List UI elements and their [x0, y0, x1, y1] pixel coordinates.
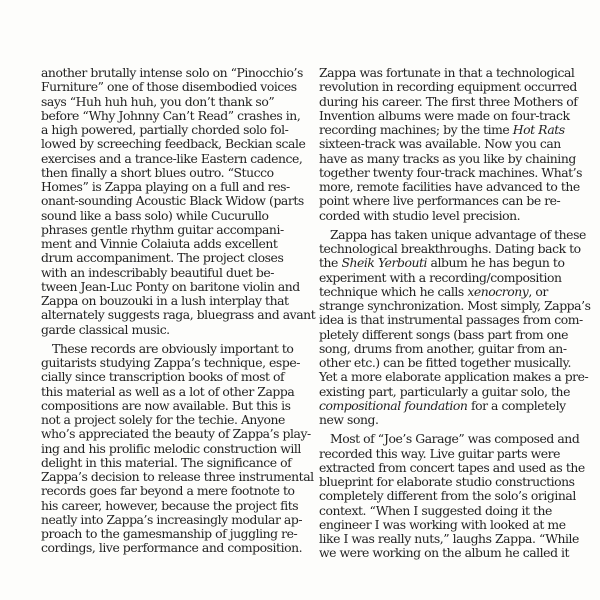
text-line: not a project solely for the techie. Anyone	[41, 412, 285, 427]
text-line: pletely different songs (bass part from one	[319, 326, 569, 342]
text-line: says “Huh huh huh, you don’t thank so”	[41, 93, 275, 109]
italic-title: Sheik Yerbouti	[341, 255, 428, 271]
text-line: records goes far beyond a mere footnote to	[41, 483, 295, 499]
text-line: cordings, live performance and composition.	[41, 540, 303, 556]
text-line: sixteen-track was available. Now you can	[319, 136, 561, 152]
text-line: revolution in recording equipment occurred	[319, 79, 577, 95]
text-line: extracted from concert tapes and used as the	[319, 459, 585, 475]
text-line: more, remote facilities have advanced to the	[319, 179, 580, 194]
text-line: engineer I was working with looked at me	[319, 516, 566, 532]
text-line: guitarists studying Zappa’s technique, espe-	[41, 355, 300, 370]
text-line: like I was really nuts,” laughs Zappa. “While	[319, 531, 579, 546]
text-line: the Sheik Yerbouti album he has begun to	[319, 255, 565, 271]
text-line: compositional foundation for a completely	[319, 397, 566, 413]
left-column	[41, 65, 316, 556]
text-line: with an indescribably beautiful duet be-	[41, 264, 274, 280]
text-line: who’s appreciated the beauty of Zappa’s play-	[41, 426, 311, 442]
paragraph	[319, 226, 591, 428]
text-line: completely different from the solo’s original	[319, 488, 576, 504]
text-line: neatly into Zappa’s increasingly modular ap-	[41, 511, 303, 527]
text-line: technique which he calls xenocrony, or	[319, 283, 548, 299]
text-line: phrases gentle rhythm guitar accompani-	[41, 221, 284, 237]
text-line: point where live performances can be re-	[319, 193, 561, 209]
italic-title: compositional foundation	[319, 397, 468, 413]
paragraph	[319, 65, 583, 223]
text-line: delight in this material. The significance of	[41, 454, 292, 470]
text-line: drum accompaniment. The project closes	[41, 250, 284, 266]
text-line: ment and Vinnie Colaiuta adds excellent	[41, 236, 278, 251]
text-line: new song.	[319, 412, 379, 427]
text-line: Zappa was fortunate in that a technological	[319, 65, 575, 80]
right-column	[319, 65, 591, 561]
text-line: Zappa on bouzouki in a lush interplay that	[41, 293, 289, 308]
text-line: this material as well as a lot of other Zappa	[41, 383, 295, 399]
italic-title: xenocrony	[467, 283, 529, 299]
text-line: ing and his prolific melodic construction will	[41, 440, 301, 456]
text-line: recording machines; by the time Hot Rats	[319, 122, 565, 137]
text-line: before “Why Johnny Can’t Read” crashes in,	[41, 107, 301, 123]
text-line: proach to the gamesmanship of juggling re-	[41, 526, 298, 541]
text-line: have as many tracks as you like by chaining	[319, 150, 576, 166]
paragraph	[319, 431, 585, 561]
text-line: Zappa has taken unique advantage of these	[330, 226, 586, 242]
text-line: another brutally intense solo on “Pinocchio’s	[41, 65, 303, 80]
text-line: idea is that instrumental passages from com-	[319, 312, 583, 328]
text-line: recorded this way. Live guitar parts were	[319, 445, 560, 461]
text-line: existing part, particularly a guitar solo, the	[319, 383, 570, 399]
text-line: Most of “Joe’s Garage” was composed and	[330, 431, 580, 447]
text-line: other etc.) can be fitted together musically.	[319, 355, 571, 370]
text-line: lowed by screeching feedback, Beckian scale	[41, 136, 306, 152]
text-line: a high powered, partially chorded solo fol-	[41, 122, 289, 137]
text-line: exercises and a trance-like Eastern cadence,	[41, 150, 303, 166]
text-line: together twenty four-track machines. What’s	[319, 164, 583, 180]
paragraph	[41, 340, 314, 556]
text-line: we were working on the album he called it	[319, 545, 570, 561]
text-line: corded with studio level precision.	[319, 207, 521, 223]
italic-title: Hot Rats	[512, 122, 565, 137]
text-line: onant-sounding Acoustic Black Widow (parts	[41, 193, 304, 209]
text-line: Invention albums were made on four-track	[319, 107, 570, 123]
text-line: cially since transcription books of most of	[41, 369, 285, 385]
text-line: These records are obviously important to	[52, 340, 294, 356]
text-line: experiment with a recording/composition	[319, 269, 562, 285]
text-line: then finally a short blues outro. “Stucco	[41, 164, 274, 180]
text-line: compositions are now available. But this is	[41, 397, 291, 413]
text-line: Yet a more elaborate application makes a pre-	[319, 369, 589, 385]
text-line: garde classical music.	[41, 321, 170, 337]
text-line: tween Jean-Luc Ponty on baritone violin and	[41, 278, 300, 294]
text-line: sound like a bass solo) while Cucurullo	[41, 207, 269, 223]
text-line: Homes” is Zappa playing on a full and res-	[41, 179, 290, 194]
text-line: Zappa’s decision to release three instrumental	[41, 469, 314, 484]
text-line: strange synchronization. Most simply, Zappa’s	[319, 298, 591, 313]
text-line: technological breakthroughs. Dating back to	[319, 241, 581, 256]
text-line: song, drums from another, guitar from an-	[319, 340, 567, 356]
text-line: Furniture” one of those disembodied voices	[41, 79, 297, 95]
text-line: blueprint for elaborate studio constructions	[319, 474, 575, 489]
text-line: context. “When I suggested doing it the	[319, 502, 552, 518]
paragraph	[41, 65, 316, 337]
text-line: his career, however, because the project fits	[41, 497, 299, 513]
text-line: alternately suggests raga, bluegrass and avant	[41, 307, 316, 323]
text-line: during his career. The first three Mothers of	[319, 93, 578, 109]
